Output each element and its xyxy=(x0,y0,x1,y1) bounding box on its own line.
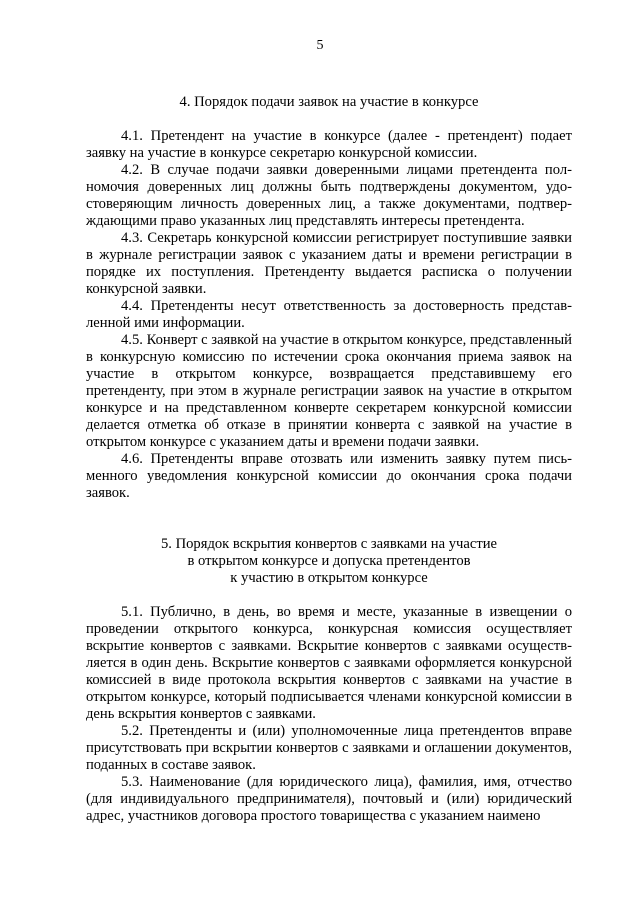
paragraph-5-1: 5.1. Публично, в день, во время и месте, указанные в извещении о проведении открытого конкурса, конкурсная комиссия осуществляет вскрытие конвертов с заявками. Вскрытие конвертов с заявками осуществляется в один день. Вскрытие конвертов с заявками оформляется конкурсной комиссией в виде протокола вскрытия конвертов с заявками на участие в открытом конкурсе, который подписывается членами конкурсной комиссии в день вскрытия конвертов с заявками. xyxy=(86,604,572,722)
section-5-heading-line: к участию в открытом конкурсе xyxy=(230,570,428,586)
section-5-heading-line: в открытом конкурсе и допуска претендентов xyxy=(187,553,471,569)
paragraph-5-3: 5.3. Наименование (для юридического лица), фамилия, имя, отчество (для индивидуального предпринимателя), почтовый и (или) юридический адрес, участников договора простого товарищества с указанием наимено xyxy=(86,774,572,824)
paragraph-4-3: 4.3. Секретарь конкурсной комиссии регистрирует поступившие заявки в журнале регистрации заявок с указанием даты и времени регистрации в порядке их поступления. Претенденту выдается расписка о получении конкурсной заявки. xyxy=(86,230,572,297)
paragraph-4-1: 4.1. Претендент на участие в конкурсе (далее - претендент) подает заявку на участие в конкурсе секретарю конкурсной комиссии. xyxy=(86,128,572,161)
paragraph-4-5: 4.5. Конверт с заявкой на участие в открытом конкурсе, представленный в конкурсную комиссию по истечении срока окончания приема заявок на участие в открытом конкурсе, возвращается представившему его претенденту, при этом в журнале регистрации заявок на участие в открытом конкурсе и на представленном конверте секретарем конкурсной комиссии делается отметка об отказе в принятии конверта с заявкой на участие в открытом конкурсе с указанием даты и времени подачи заявки. xyxy=(86,332,572,450)
document-body xyxy=(86,94,572,825)
paragraph-4-4: 4.4. Претенденты несут ответственность за достоверность представленной ими информации. xyxy=(86,298,572,331)
page-number: 5 xyxy=(316,38,324,53)
paragraph-4-6: 4.6. Претенденты вправе отозвать или изменить заявку путем письменного уведомления конкурсной комиссии до окончания срока подачи заявок. xyxy=(86,451,572,501)
section-5-heading-line: 5. Порядок вскрытия конвертов с заявками на участие xyxy=(161,536,497,552)
section-5-heading xyxy=(86,536,572,587)
paragraph-4-2: 4.2. В случае подачи заявки доверенными лицами претендента полномочия доверенных лиц должны быть подтверждены документом, удостоверяющим личность доверенных лиц, а также документами, подтверждающими право указанных лиц представлять интересы претендента. xyxy=(86,162,572,229)
paragraph-5-2: 5.2. Претенденты и (или) уполномоченные лица претендентов вправе присутствовать при вскрытии конвертов с заявками и оглашении документов, поданных в составе заявок. xyxy=(86,723,572,773)
section-4-heading: 4. Порядок подачи заявок на участие в конкурсе xyxy=(179,94,479,110)
